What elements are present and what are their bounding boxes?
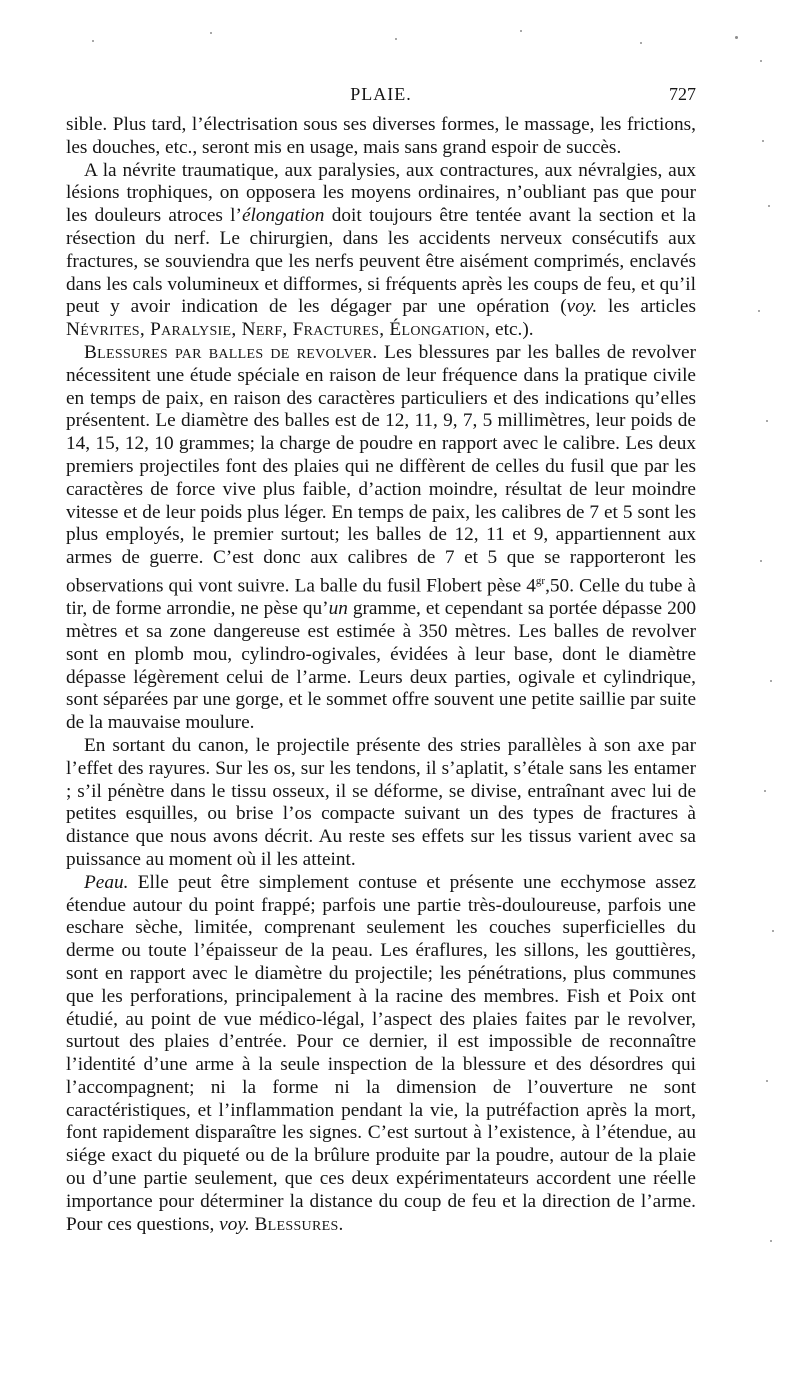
book-page [66, 84, 696, 1236]
paragraph-text: Elle peut être simplement contuse et présente une ecchymose assez étendue autour du point frappé; parfois une partie très-douloureuse, parfois une eschare sèche, limitée, comprenant seulement les couches superficielles du derme ou toute l’épaisseur de la peau. Les éraflures, les sillons, les gouttières, sont en rapport avec le diamètre du projectile; les pénétrations, plus communes que les perforations, principalement à la racine des membres. Fish et Poix ont étudié, au point de vue médico-légal, l’aspect des plaies faites par le revolver, surtout des plaies d’entrée. Pour ce dernier, il est impossible de reconnaître l’identité d’une arme à la seule inspection de la blessure et des désordres qui l’accompagnent; ni la forme ni la dimension de l’ouverture ne sont caractéristiques, et l’inflammation pendant la vie, la putréfaction après la mort, font rapidement disparaître les signes. C’est surtout à l’existence, à l’étendue, au siége exact du piqueté ou de la brûlure produite par la poudre, autour de la plaie ou d’une partie seulement, que ces deux expérimentateurs accordent une réelle importance pour déterminer la distance du coup de feu et la direction de l’arme. Pour ces questions, [66, 871, 696, 1235]
scan-speck [772, 930, 774, 932]
paragraph [66, 342, 696, 735]
scan-speck [640, 42, 642, 44]
cross-reference: Blessures. [254, 1213, 344, 1235]
scan-speck [766, 420, 768, 422]
page-number: 727 [669, 84, 696, 104]
paragraph-text: En sortant du canon, le projectile présente des stries parallèles à son axe par l’effet des rayures. Sur les os, sur les tendons, il s’aplatit, s’étale sans les entamer ; s’il pénètre dans le tissu osseux, il se déforme, se divise, entraînant avec lui de petites esquilles, ou brise l’os compacte suivant un des types de fractures à distance que nous avons décrit. Au reste ses effets sur les tissus varient avec sa puissance au moment où il les atteint. [66, 734, 696, 870]
scan-speck [520, 30, 522, 32]
paragraph-text: Les blessures par les balles de revolver nécessitent une étude spéciale en raison de leur fréquence dans la pratique civile en temps de paix, en raison des caractères particuliers et des indications qu’elles présentent. Le diamètre des balles est de 12, 11, 9, 7, 5 millimètres, leur poids de 14, 15, 12, 10 grammes; la charge de poudre en rapport avec le calibre. Les deux premiers projectiles font des plaies qui ne diffèrent de celles du fusil que par les caractères de force vive plus faible, d’action moindre, résultat de leur moindre vitesse et de leur poids plus léger. En temps de paix, les calibres de 7 et 5 sont les plus employés, le premier surtout; les balles de 12, 11 et 9, appartiennent aux armes de guerre. C’est donc aux calibres de 7 et 5 que se rapporteront les observations qui vont suivre. La balle du fusil Flobert pèse 4 [66, 341, 697, 597]
body-text [66, 114, 696, 1236]
scan-speck [770, 1240, 772, 1242]
scan-speck [395, 38, 397, 40]
paragraph-text: etc.). [490, 319, 534, 341]
italic-term: voy. [566, 296, 598, 318]
scan-speck [760, 560, 762, 562]
scan-speck [766, 1080, 768, 1082]
paragraph-text: doit toujours être tentée avant la section et la résection du nerf. Le chirurgien, dans les accidents nerveux consécutifs aux fractures, se souviendra que les nerfs peuvent être aisément comprimés, enclavés dans les cals volumineux et difformes, si fréquents après les coups de feu, et qu’il peut y avoir indication de les dégager par une opération ( [66, 205, 696, 318]
scan-speck [760, 60, 762, 62]
cross-reference: Névrites, Paralysie, Nerf, Fractures, Élongation, [66, 319, 491, 341]
paragraph [66, 872, 696, 1237]
scan-speck [210, 32, 212, 34]
scan-speck [758, 310, 760, 312]
running-header [66, 84, 696, 114]
scan-speck [735, 36, 738, 39]
section-heading: Blessures par balles de revolver. [84, 341, 378, 363]
section-heading: Peau. [84, 871, 129, 893]
scan-speck [768, 205, 770, 207]
scan-speck [770, 680, 772, 682]
paragraph [66, 160, 696, 342]
italic-term: voy. [219, 1213, 250, 1235]
scan-speck [92, 40, 94, 42]
italic-term: un [328, 598, 348, 620]
italic-term: élongation [241, 205, 325, 227]
paragraph [66, 735, 696, 872]
scan-speck [762, 140, 764, 142]
running-title: PLAIE. [350, 84, 412, 104]
paragraph-text: ,50. Celle du tube à tir, de forme arrondie, ne pèse qu’ [66, 575, 696, 620]
unit-superscript: gr [535, 574, 546, 587]
scan-speck [764, 790, 766, 792]
paragraph-text: gramme, et cependant sa portée dépasse 200 mètres et sa zone dangereuse est estimée à 350 mètres. Les balles de revolver sont en plomb mou, cylindro-ogivales, évidées à leur base, dont le diamètre dépasse légèrement celui de l’arme. Leurs deux parties, ogivale et cylindrique, sont séparées par une gorge, et le sommet offre souvent une petite saillie par suite de la mauvaise moulure. [66, 598, 696, 734]
paragraph-text: A la névrite traumatique, aux paralysies, aux contractures, aux névralgies, aux lésions trophiques, on opposera les moyens ordinaires, n’oubliant pas que pour les douleurs atroces l’ [66, 159, 696, 227]
paragraph-text: sible. Plus tard, l’électrisation sous ses diverses formes, le massage, les frictions, les douches, etc., seront mis en usage, mais sans grand espoir de succès. [66, 114, 696, 158]
paragraph-text: les articles [597, 296, 696, 318]
paragraph [66, 114, 696, 160]
